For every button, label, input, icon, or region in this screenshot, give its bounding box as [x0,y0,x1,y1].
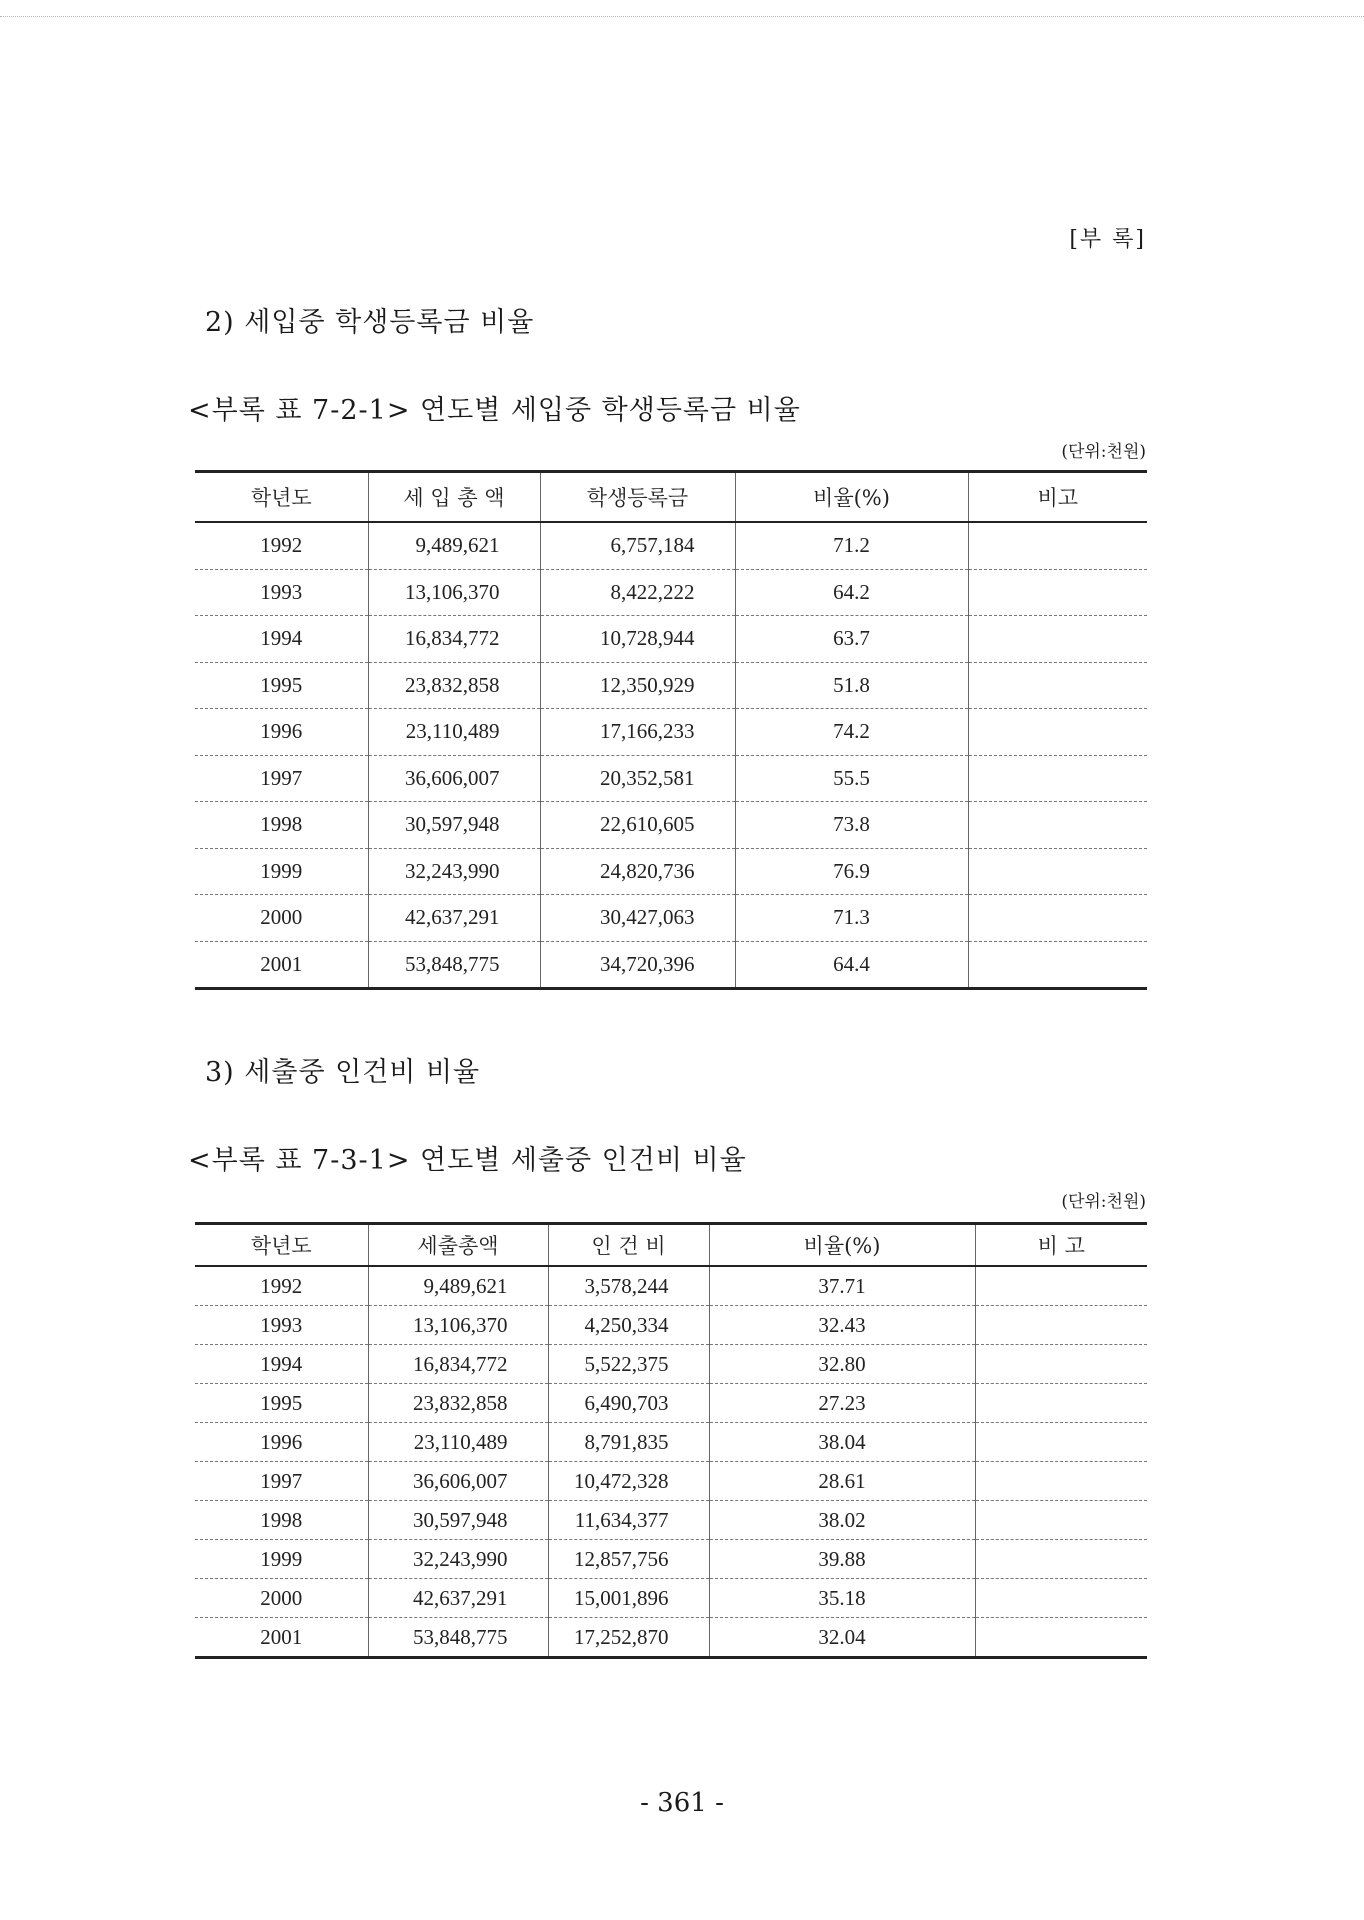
cell-total: 36,606,007 [368,1462,548,1501]
cell-remarks [968,802,1147,849]
cell-remarks [975,1618,1147,1658]
cell-personnel: 4,250,334 [548,1306,709,1345]
cell-tuition: 12,350,929 [540,662,735,709]
table-row [195,569,1147,616]
table-personnel-ratio [195,1222,1147,1659]
cell-year: 2001 [195,941,368,989]
cell-personnel: 15,001,896 [548,1579,709,1618]
cell-year: 1994 [195,1345,368,1384]
cell-total: 16,834,772 [368,616,540,663]
table-row [195,1423,1147,1462]
cell-ratio: 35.18 [709,1579,975,1618]
cell-total: 53,848,775 [368,941,540,989]
table-row [195,1345,1147,1384]
cell-personnel: 8,791,835 [548,1423,709,1462]
cell-total: 16,834,772 [368,1345,548,1384]
unit-label: (단위:천원) [1061,442,1146,462]
cell-ratio: 64.2 [735,569,968,616]
cell-remarks [975,1462,1147,1501]
table-row [195,709,1147,756]
table-row [195,1579,1147,1618]
cell-total: 53,848,775 [368,1618,548,1658]
cell-year: 1993 [195,569,368,616]
cell-total: 23,110,489 [368,1423,548,1462]
cell-remarks [968,522,1147,569]
page-number: - 361 - [640,1788,724,1818]
cell-ratio: 73.8 [735,802,968,849]
table-row [195,755,1147,802]
cell-year: 1998 [195,1501,368,1540]
cell-remarks [975,1384,1147,1423]
cell-ratio: 76.9 [735,848,968,895]
cell-ratio: 38.02 [709,1501,975,1540]
cell-year: 1992 [195,522,368,569]
cell-ratio: 63.7 [735,616,968,663]
table-row [195,662,1147,709]
col-header-tuition: 학생등록금 [540,472,735,523]
cell-total: 23,832,858 [368,662,540,709]
table-row [195,802,1147,849]
cell-personnel: 6,490,703 [548,1384,709,1423]
table-row [195,895,1147,942]
cell-year: 1993 [195,1306,368,1345]
table-header-row [195,1224,1147,1267]
cell-ratio: 51.8 [735,662,968,709]
col-header-ratio: 비율(%) [735,472,968,523]
cell-personnel: 3,578,244 [548,1266,709,1306]
unit-label: (단위:천원) [1061,1192,1146,1212]
table-tuition-ratio [195,470,1147,990]
col-header-total-revenue: 세 입 총 액 [368,472,540,523]
cell-remarks [968,616,1147,663]
cell-remarks [975,1266,1147,1306]
cell-remarks [968,941,1147,989]
table-row [195,616,1147,663]
table-row [195,941,1147,989]
cell-year: 1997 [195,1462,368,1501]
cell-remarks [975,1345,1147,1384]
table-row [195,1384,1147,1423]
cell-personnel: 12,857,756 [548,1540,709,1579]
cell-personnel: 10,472,328 [548,1462,709,1501]
cell-remarks [968,895,1147,942]
cell-ratio: 71.2 [735,522,968,569]
cell-tuition: 22,610,605 [540,802,735,849]
cell-tuition: 8,422,222 [540,569,735,616]
col-header-total-expenditure: 세출총액 [368,1224,548,1267]
section-title-personnel-ratio: 3) 세출중 인건비 비율 [205,1057,481,1088]
table-row [195,1618,1147,1658]
cell-remarks [968,569,1147,616]
cell-year: 2000 [195,1579,368,1618]
cell-ratio: 28.61 [709,1462,975,1501]
cell-ratio: 71.3 [735,895,968,942]
cell-remarks [968,848,1147,895]
cell-year: 1996 [195,709,368,756]
cell-year: 1999 [195,848,368,895]
table-caption-7-3-1: <부록 표 7-3-1> 연도별 세출중 인건비 비율 [188,1145,747,1176]
cell-total: 42,637,291 [368,895,540,942]
cell-personnel: 5,522,375 [548,1345,709,1384]
table-row [195,1266,1147,1306]
cell-year: 1995 [195,662,368,709]
cell-year: 1995 [195,1384,368,1423]
section-title-tuition-ratio: 2) 세입중 학생등록금 비율 [205,307,535,338]
table-row [195,1501,1147,1540]
cell-total: 32,243,990 [368,848,540,895]
cell-total: 23,110,489 [368,709,540,756]
table-body [195,1266,1147,1658]
table-row [195,848,1147,895]
cell-ratio: 38.04 [709,1423,975,1462]
appendix-header-tag: [부 록] [1069,227,1146,252]
cell-tuition: 30,427,063 [540,895,735,942]
cell-year: 2001 [195,1618,368,1658]
cell-tuition: 20,352,581 [540,755,735,802]
col-header-remarks: 비 고 [975,1224,1147,1267]
table-body [195,522,1147,989]
cell-tuition: 24,820,736 [540,848,735,895]
cell-ratio: 32.80 [709,1345,975,1384]
col-header-ratio: 비율(%) [709,1224,975,1267]
cell-ratio: 55.5 [735,755,968,802]
cell-total: 23,832,858 [368,1384,548,1423]
table-row [195,1540,1147,1579]
col-header-personnel-cost: 인 건 비 [548,1224,709,1267]
cell-remarks [975,1540,1147,1579]
cell-total: 42,637,291 [368,1579,548,1618]
cell-year: 1992 [195,1266,368,1306]
cell-remarks [975,1306,1147,1345]
cell-ratio: 32.04 [709,1618,975,1658]
cell-tuition: 34,720,396 [540,941,735,989]
cell-ratio: 27.23 [709,1384,975,1423]
cell-remarks [968,709,1147,756]
cell-total: 13,106,370 [368,569,540,616]
cell-ratio: 37.71 [709,1266,975,1306]
cell-total: 9,489,621 [368,1266,548,1306]
cell-ratio: 32.43 [709,1306,975,1345]
cell-remarks [975,1501,1147,1540]
cell-remarks [975,1579,1147,1618]
cell-year: 1999 [195,1540,368,1579]
cell-tuition: 6,757,184 [540,522,735,569]
cell-year: 1994 [195,616,368,663]
cell-remarks [968,662,1147,709]
cell-total: 30,597,948 [368,802,540,849]
cell-total: 13,106,370 [368,1306,548,1345]
table-caption-7-2-1: <부록 표 7-2-1> 연도별 세입중 학생등록금 비율 [188,395,801,426]
cell-ratio: 64.4 [735,941,968,989]
cell-year: 1998 [195,802,368,849]
col-header-year: 학년도 [195,472,368,523]
scan-top-edge [0,16,1364,17]
cell-year: 1996 [195,1423,368,1462]
cell-year: 2000 [195,895,368,942]
cell-personnel: 17,252,870 [548,1618,709,1658]
cell-ratio: 39.88 [709,1540,975,1579]
table-row [195,1462,1147,1501]
cell-year: 1997 [195,755,368,802]
cell-total: 30,597,948 [368,1501,548,1540]
cell-total: 32,243,990 [368,1540,548,1579]
table-row [195,522,1147,569]
cell-total: 36,606,007 [368,755,540,802]
table-header-row [195,472,1147,523]
cell-remarks [975,1423,1147,1462]
table-row [195,1306,1147,1345]
cell-tuition: 17,166,233 [540,709,735,756]
cell-ratio: 74.2 [735,709,968,756]
cell-tuition: 10,728,944 [540,616,735,663]
cell-personnel: 11,634,377 [548,1501,709,1540]
cell-remarks [968,755,1147,802]
col-header-year: 학년도 [195,1224,368,1267]
col-header-remarks: 비고 [968,472,1147,523]
cell-total: 9,489,621 [368,522,540,569]
